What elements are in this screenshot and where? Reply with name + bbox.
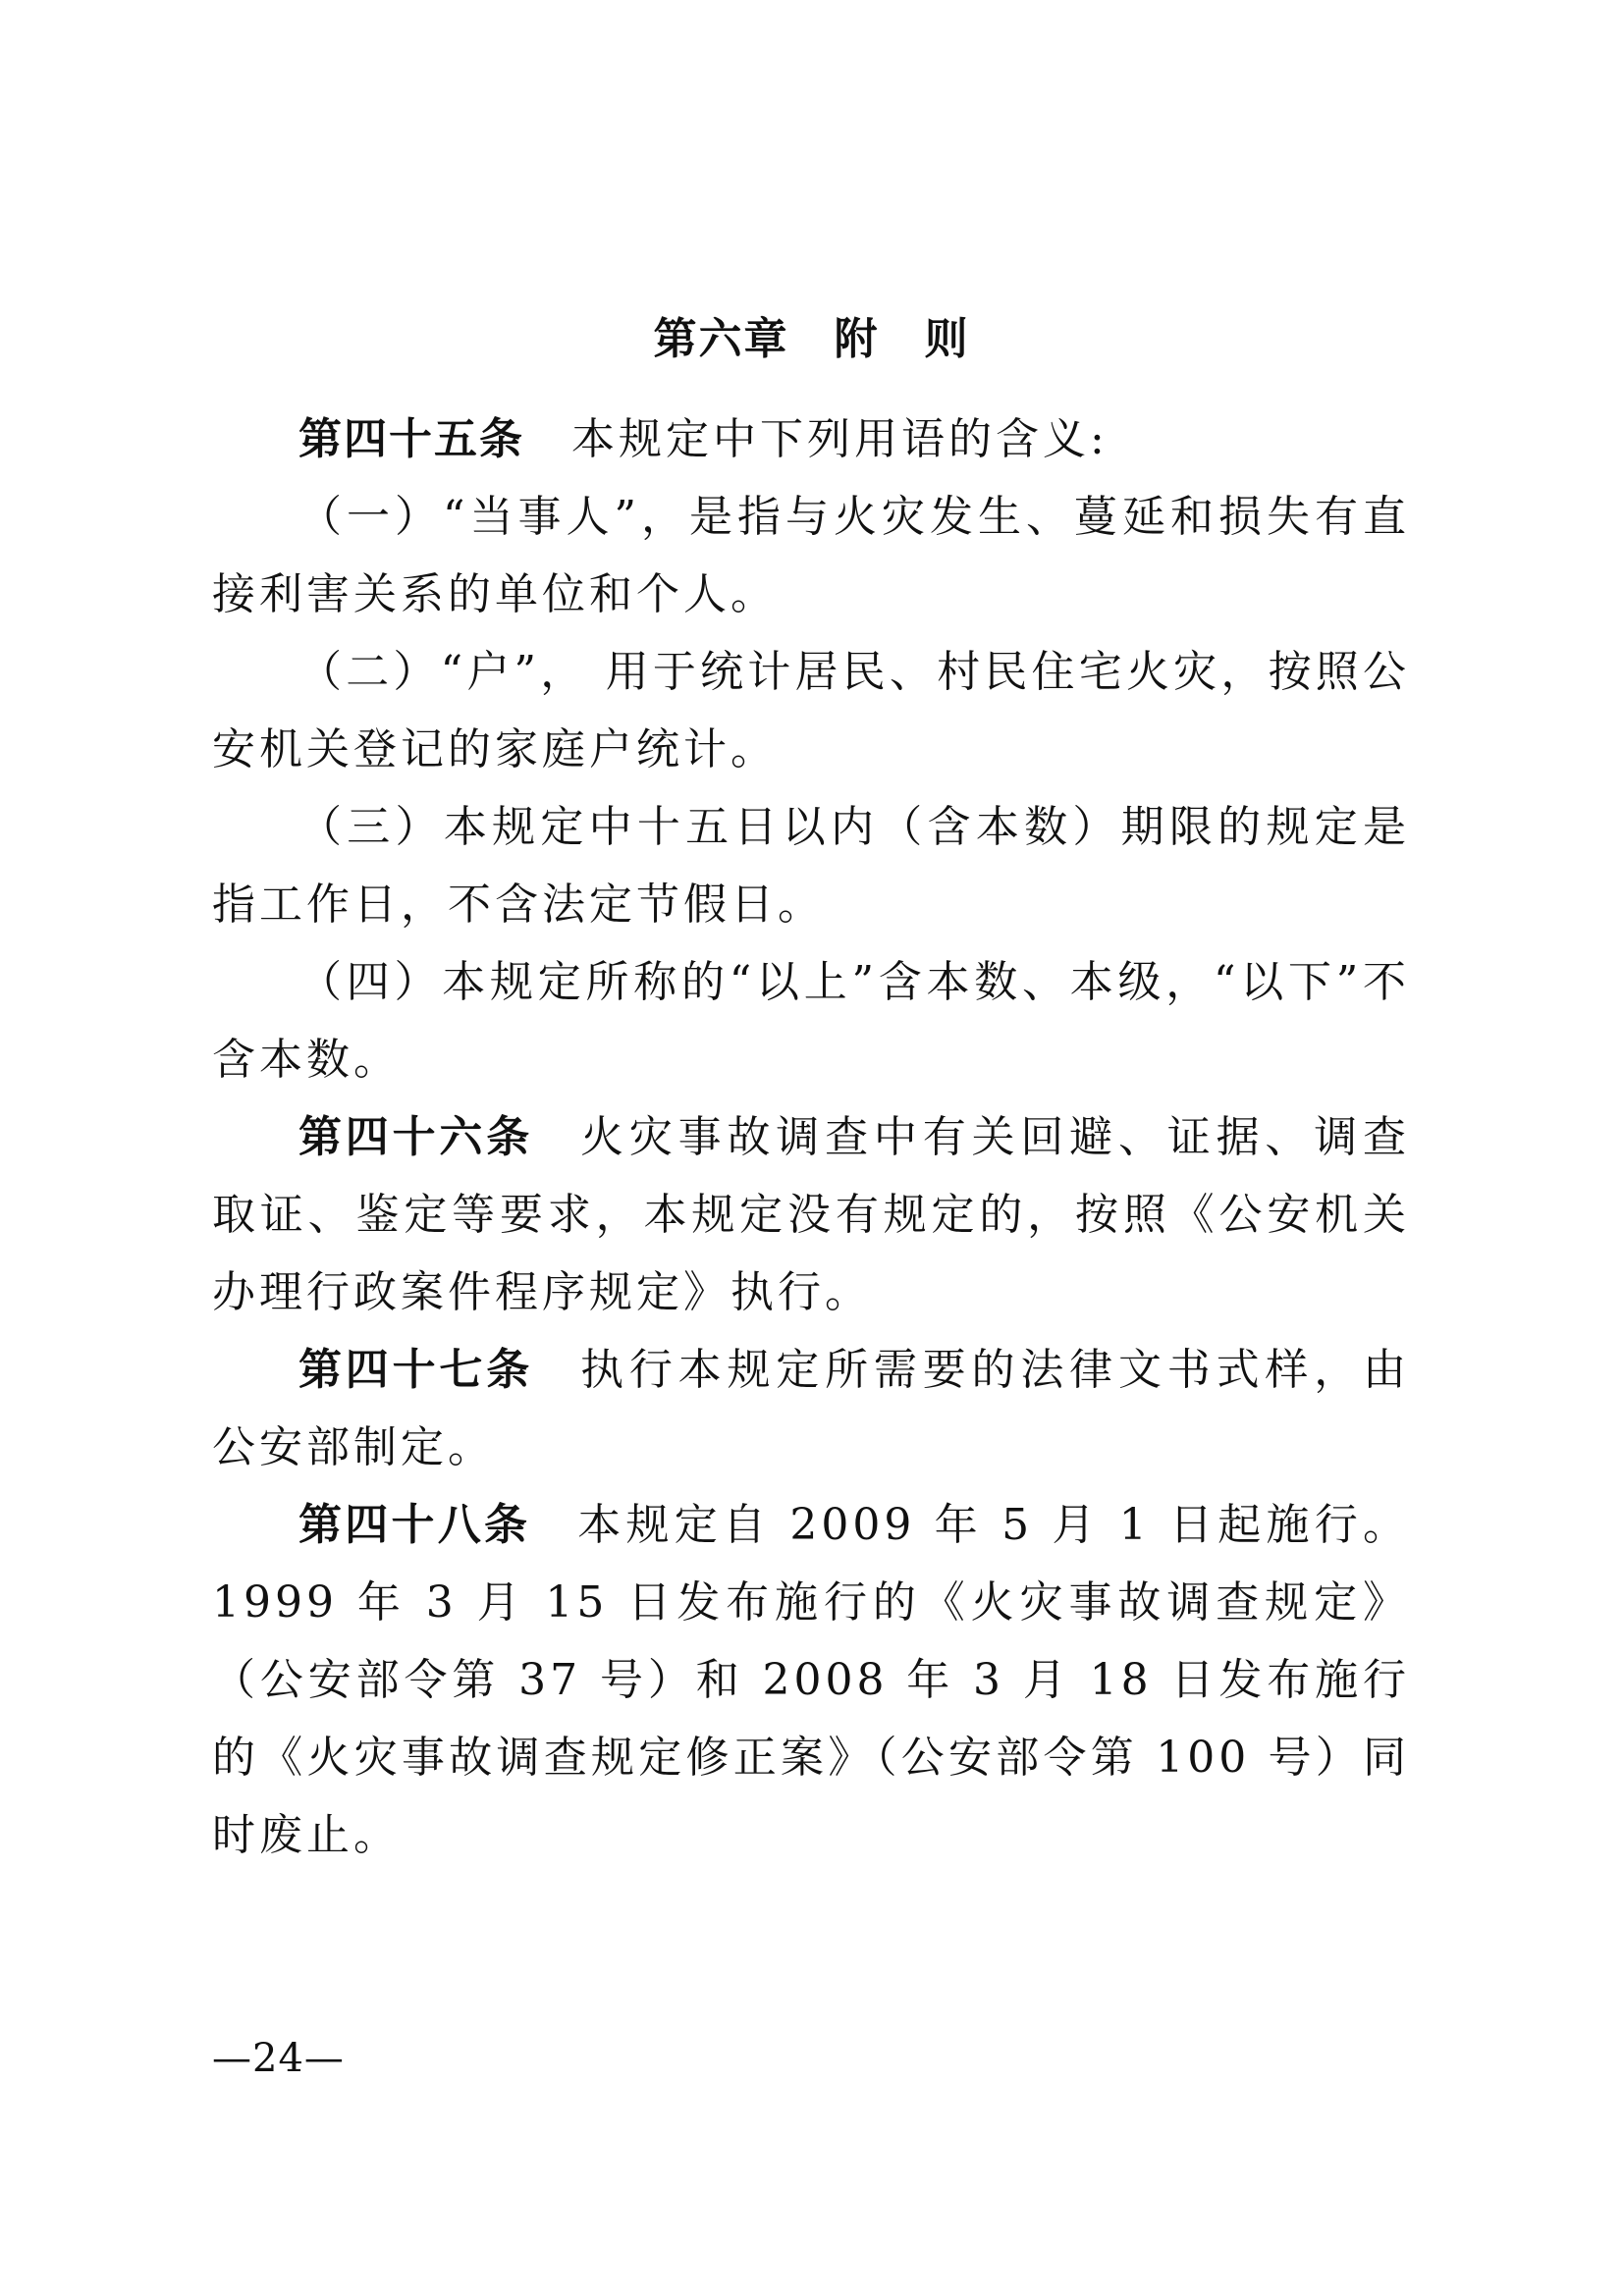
article-46	[212, 1098, 1410, 1331]
article-number: 第四十八条	[298, 1500, 531, 1550]
article-47	[212, 1331, 1410, 1486]
definition-item-1	[212, 478, 1410, 633]
document-body	[212, 400, 1410, 1874]
chapter-title: 第六章 附 则	[653, 314, 970, 364]
item-text: （三）本规定中十五日以内（含本数）期限的规定是指工作日，不含法定节假日。	[212, 802, 1410, 930]
article-number: 第四十六条	[298, 1112, 534, 1162]
article-text: 本规定自 2009 年 5 月 1 日起施行。1999 年 3 月 15 日发布施行的《火灾事故调查规定》（公安部令第 37 号）和 2008 年 3 月 18 日发布施行的《火灾事故调查规定修正案》（公安部令第 100 号）同时废止。	[212, 1500, 1410, 1860]
definition-item-3	[212, 788, 1410, 943]
article-number: 第四十五条	[298, 414, 524, 464]
page-number: —24—	[212, 2036, 345, 2081]
article-45	[212, 400, 1410, 478]
definition-item-2	[212, 633, 1410, 788]
article-text: 本规定中下列用语的含义:	[571, 414, 1109, 464]
article-text: 执行本规定所需要的法律文书式样，由公安部制定。	[212, 1345, 1411, 1472]
item-text: （二）“户”， 用于统计居民、村民住宅火灾，按照公安机关登记的家庭户统计。	[212, 647, 1410, 774]
item-text: （一）“当事人”，是指与火灾发生、蔓延和损失有直接利害关系的单位和个人。	[212, 492, 1410, 619]
article-text: 火灾事故调查中有关回避、证据、调查取证、鉴定等要求，本规定没有规定的，按照《公安机关办理行政案件程序规定》执行。	[212, 1112, 1411, 1317]
item-text: （四）本规定所称的“以上”含本数、本级，“以下”不含本数。	[212, 957, 1410, 1085]
article-48	[212, 1486, 1410, 1874]
definition-item-4	[212, 943, 1410, 1098]
article-number: 第四十七条	[298, 1345, 534, 1395]
